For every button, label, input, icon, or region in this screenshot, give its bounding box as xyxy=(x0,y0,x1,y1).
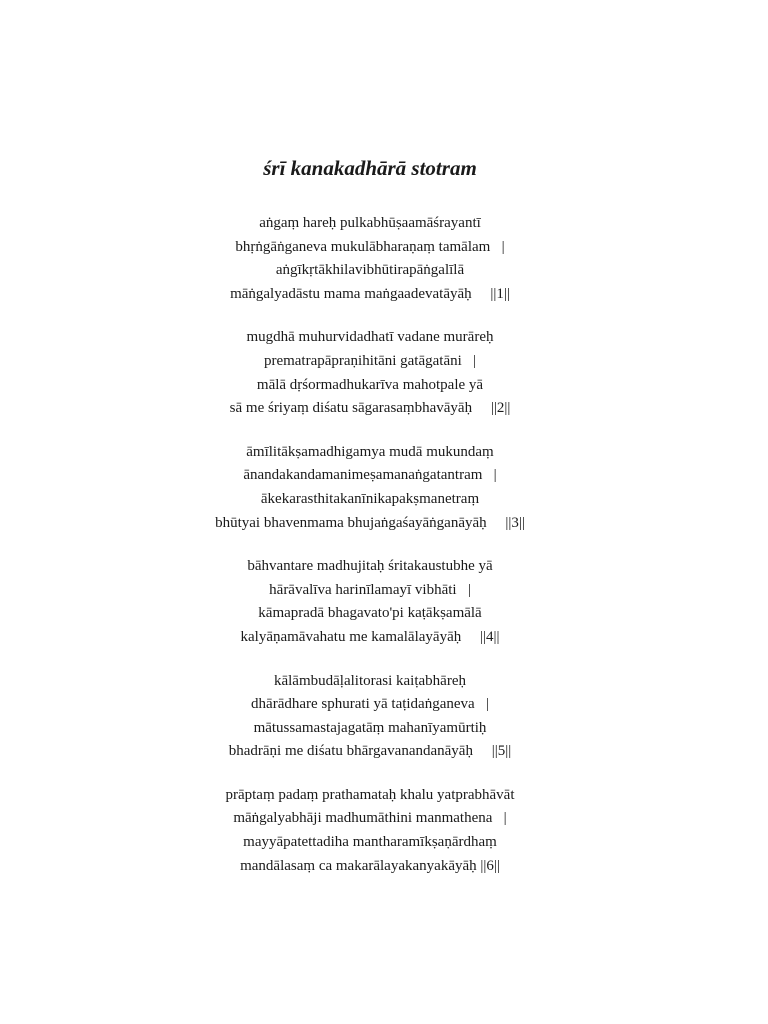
verse-line: dhārādhare sphurati yā taṭidaṅganeva | xyxy=(251,696,489,713)
verse-line: prematrapāpraṇihitāni gatāgatāni | xyxy=(263,352,477,369)
verse-line: aṅgīkṛtākhilavibhūtirapāṅgalīlā xyxy=(275,262,465,279)
verse-line: hārāvalīva harinīlamayī vibhāti | xyxy=(269,581,471,598)
verse-line: sā me śriyaṃ diśatu sāgarasaṃbhavāyāḥ ||2|| xyxy=(229,400,511,417)
verse-line: mayyāpatettadiha mantharamīkṣaṇārdhaṃ xyxy=(243,834,497,851)
verse-line: māṅgalyadāstu mama maṅgaadevatāyāḥ ||1|| xyxy=(230,285,510,302)
document-title: śrī kanakadhārā stotram xyxy=(263,156,477,180)
verse-1 xyxy=(0,212,740,306)
verse-line: aṅgaṃ hareḥ pulkabhūṣaamāśrayantī xyxy=(259,215,481,231)
verse-6 xyxy=(0,784,740,878)
verse-line: āmīlitākṣamadhigamya mudā mukundaṃ xyxy=(246,443,494,460)
verse-line: mandālasaṃ ca makarālayakanyakāyāḥ ||6|| xyxy=(240,857,500,874)
verse-line: prāptaṃ padaṃ prathamataḥ khalu yatprabhāvāt xyxy=(225,786,515,803)
verse-line: bāhvantare madhujitaḥ śritakaustubhe yā xyxy=(247,558,493,575)
verse-line: mālā dṛśormadhukarīva mahotpale yā xyxy=(256,376,484,393)
verse-line: mugdhā muhurvidadhatī vadane murāreḥ xyxy=(246,329,494,346)
verse-line: mātussamastajagatāṃ mahanīyamūrtiḥ xyxy=(253,719,487,736)
verse-line: bhṛṅgāṅganeva mukulābharaṇaṃ tamālam | xyxy=(235,238,505,255)
verse-line: kālāmbudāḷalitorasi kaiṭabhāreḥ xyxy=(273,672,466,689)
verse-4 xyxy=(0,555,740,649)
verse-line: bhadrāṇi me diśatu bhārgavanandanāyāḥ ||5|| xyxy=(228,743,512,760)
verse-line: ākekarasthitakanīnikapakṣmanetraṃ xyxy=(260,490,480,507)
verse-line: bhūtyai bhavenmama bhujaṅgaśayāṅganāyāḥ ||3|| xyxy=(215,514,525,531)
verse-line: ānandakandamanimeṣamanaṅgatantram | xyxy=(243,467,497,484)
verse-line: māṅgalyabhāji madhumāthini manmathena | xyxy=(233,810,507,827)
verse-line: kāmapradā bhagavato'pi kaṭākṣamālā xyxy=(258,605,482,622)
verse-3 xyxy=(0,441,740,535)
verse-line: kalyāṇamāvahatu me kamalālayāyāḥ ||4|| xyxy=(240,628,500,645)
verse-list xyxy=(0,212,740,898)
verse-2 xyxy=(0,326,740,420)
verse-5 xyxy=(0,670,740,764)
